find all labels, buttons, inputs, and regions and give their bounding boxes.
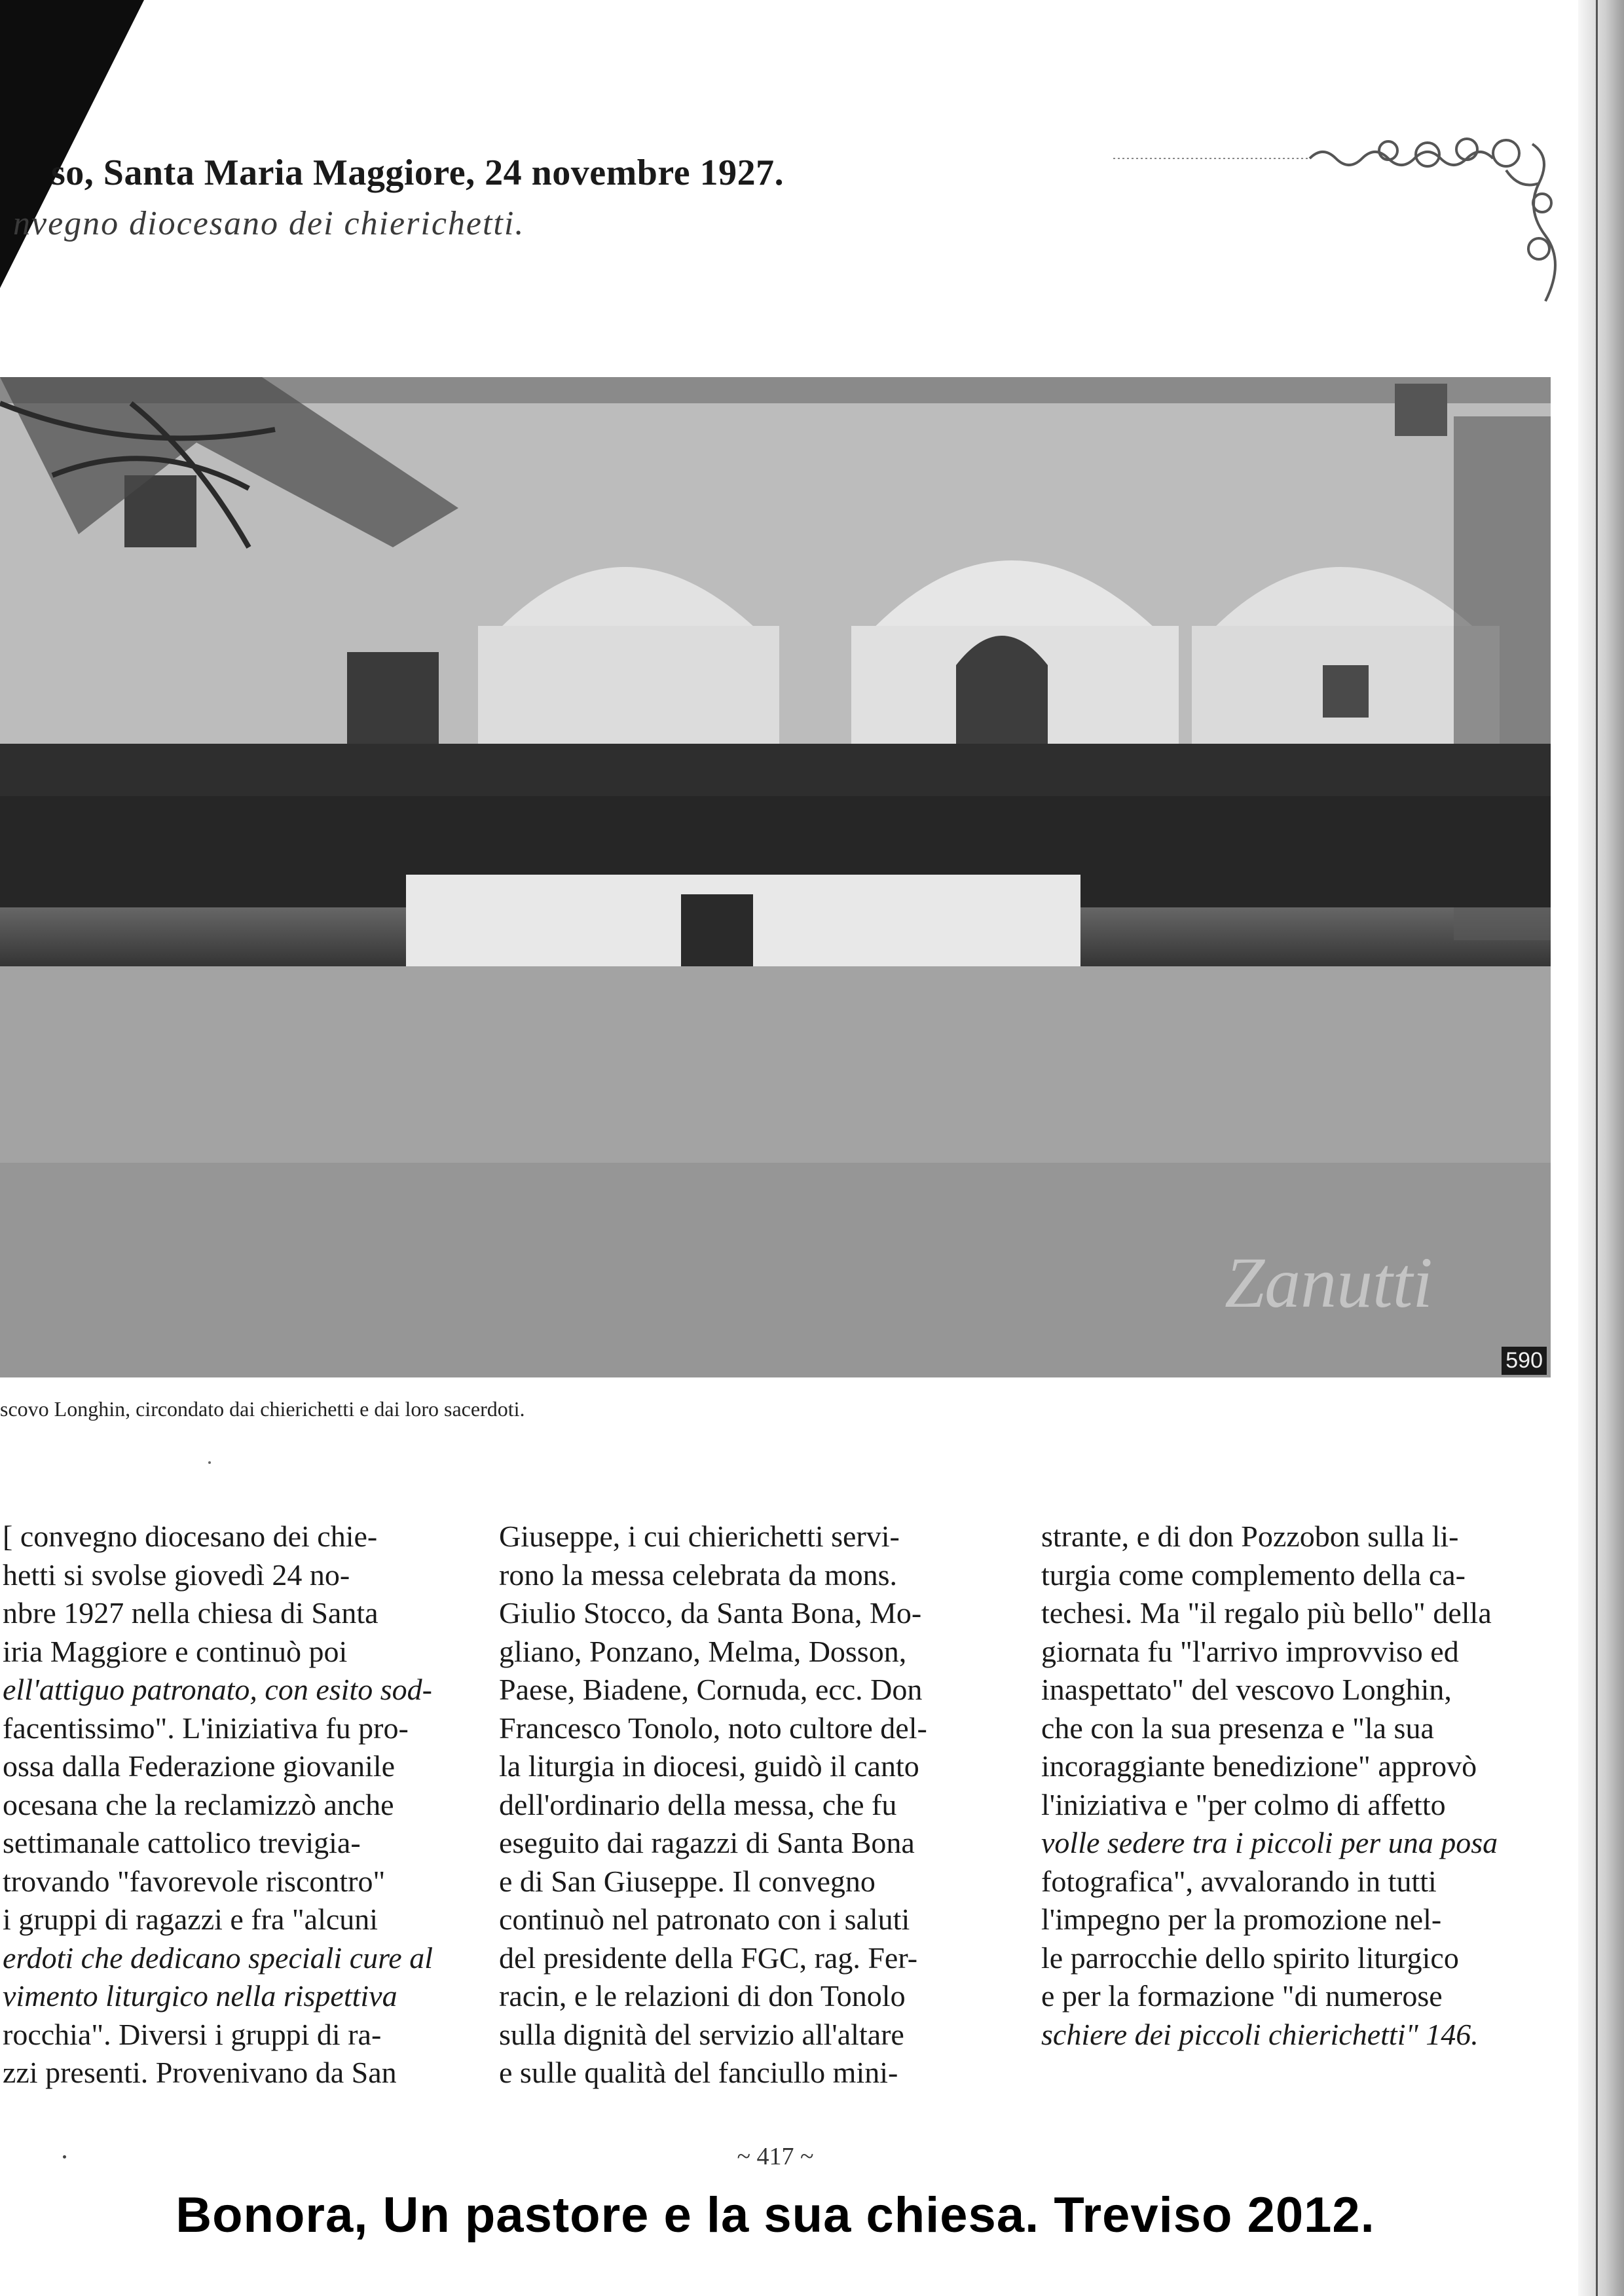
text-line: inaspettato" del vescovo Longhin,: [1041, 1673, 1452, 1706]
text-line: turgia come complemento della ca-: [1041, 1558, 1466, 1592]
text-line: Paese, Biadene, Cornuda, ecc. Don: [499, 1673, 923, 1706]
svg-text:Zanutti: Zanutti: [1225, 1243, 1433, 1322]
text-column-2: [499, 1518, 1007, 2092]
photo-title: so, Santa Maria Maggiore, 24 novembre 1927.: [51, 153, 784, 193]
text-line: la liturgia in diocesi, guidò il canto: [499, 1749, 919, 1783]
text-line: trovando "favorevole riscontro": [3, 1864, 386, 1898]
group-photograph: [0, 377, 1551, 1377]
text-line: ossa dalla Federazione giovanile: [3, 1749, 396, 1783]
text-line: hetti si svolse giovedì 24 no-: [3, 1558, 350, 1592]
text-line: strante, e di don Pozzobon sulla li-: [1041, 1520, 1459, 1553]
text-line: gliano, Ponzano, Melma, Dosson,: [499, 1634, 907, 1668]
text-line: che con la sua presenza e "la sua: [1041, 1711, 1434, 1745]
folded-page-corner: [0, 0, 144, 288]
text-line: nbre 1927 nella chiesa di Santa: [3, 1596, 378, 1630]
text-line: giornata fu "l'arrivo improvviso ed: [1041, 1634, 1459, 1668]
text-line: iria Maggiore e continuò poi: [3, 1634, 348, 1668]
text-line: continuò nel patronato con i saluti: [499, 1903, 910, 1936]
corner-ornament-icon: [1113, 131, 1572, 327]
text-line: Francesco Tonolo, noto cultore del-: [499, 1711, 927, 1745]
text-line: volle sedere tra i piccoli per una posa: [1041, 1826, 1498, 1859]
text-line: racin, e le relazioni di don Tonolo: [499, 1979, 906, 2013]
photo-subtitle: nvegno diocesano dei chierichetti.: [13, 205, 525, 242]
text-line: e per la formazione "di numerose: [1041, 1979, 1443, 2013]
text-line: settimanale cattolico trevigia-: [3, 1826, 361, 1859]
text-line: del presidente della FGC, rag. Fer-: [499, 1941, 918, 1975]
text-line: dell'ordinario della messa, che fu: [499, 1787, 897, 1821]
text-line: vimento liturgico nella rispettiva: [3, 1979, 397, 2013]
text-column-1: [3, 1518, 473, 2092]
text-line: l'iniziativa e "per colmo di affetto: [1041, 1787, 1446, 1821]
photo-number-badge: 590: [1502, 1347, 1547, 1375]
text-line: sulla dignità del servizio all'altare: [499, 2017, 904, 2051]
photo-scene: [0, 377, 1551, 1377]
text-line: techesi. Ma "il regalo più bello" della: [1041, 1596, 1492, 1630]
text-line: [ convegno diocesano dei chie-: [3, 1520, 378, 1553]
text-line: le parrocchie dello spirito liturgico: [1041, 1941, 1459, 1975]
text-line: ocesana che la reclamizzò anche: [3, 1787, 394, 1821]
text-line: e sulle qualità del fanciullo mini-: [499, 2056, 898, 2089]
text-line: erdoti che dedicano speciali cure al: [3, 1941, 434, 1975]
text-column-3: [1041, 1518, 1548, 2054]
page-number: ~ 417 ~: [737, 2143, 814, 2170]
page-edge-line: [1596, 0, 1598, 2296]
text-line: incoraggiante benedizione" approvò: [1041, 1749, 1477, 1783]
text-line: l'impegno per la promozione nel-: [1041, 1903, 1442, 1936]
text-line: Giuseppe, i cui chierichetti servi-: [499, 1520, 900, 1553]
text-line: i gruppi di ragazzi e fra "alcuni: [3, 1903, 378, 1936]
text-line: e di San Giuseppe. Il convegno: [499, 1864, 876, 1898]
page-edge-shadow: [1578, 0, 1624, 2296]
text-line: eseguito dai ragazzi di Santa Bona: [499, 1826, 915, 1859]
speck: [208, 1461, 211, 1464]
text-line: fotografica", avvalorando in tutti: [1041, 1864, 1437, 1898]
text-line: rocchia". Diversi i gruppi di ra-: [3, 2017, 382, 2051]
text-line: ell'attiguo patronato, con esito sod-: [3, 1673, 432, 1706]
photo-caption: scovo Longhin, circondato dai chierichetti e dai loro sacerdoti.: [0, 1397, 525, 1421]
text-line: rono la messa celebrata da mons.: [499, 1558, 897, 1592]
text-line: Giulio Stocco, da Santa Bona, Mo-: [499, 1596, 922, 1630]
source-citation: Bonora, Un pastore e la sua chiesa. Treviso 2012.: [175, 2187, 1375, 2243]
text-line: zzi presenti. Provenivano da San: [3, 2056, 397, 2089]
text-line: facentissimo". L'iniziativa fu pro-: [3, 1711, 409, 1745]
text-line: schiere dei piccoli chierichetti" 146.: [1041, 2017, 1479, 2051]
